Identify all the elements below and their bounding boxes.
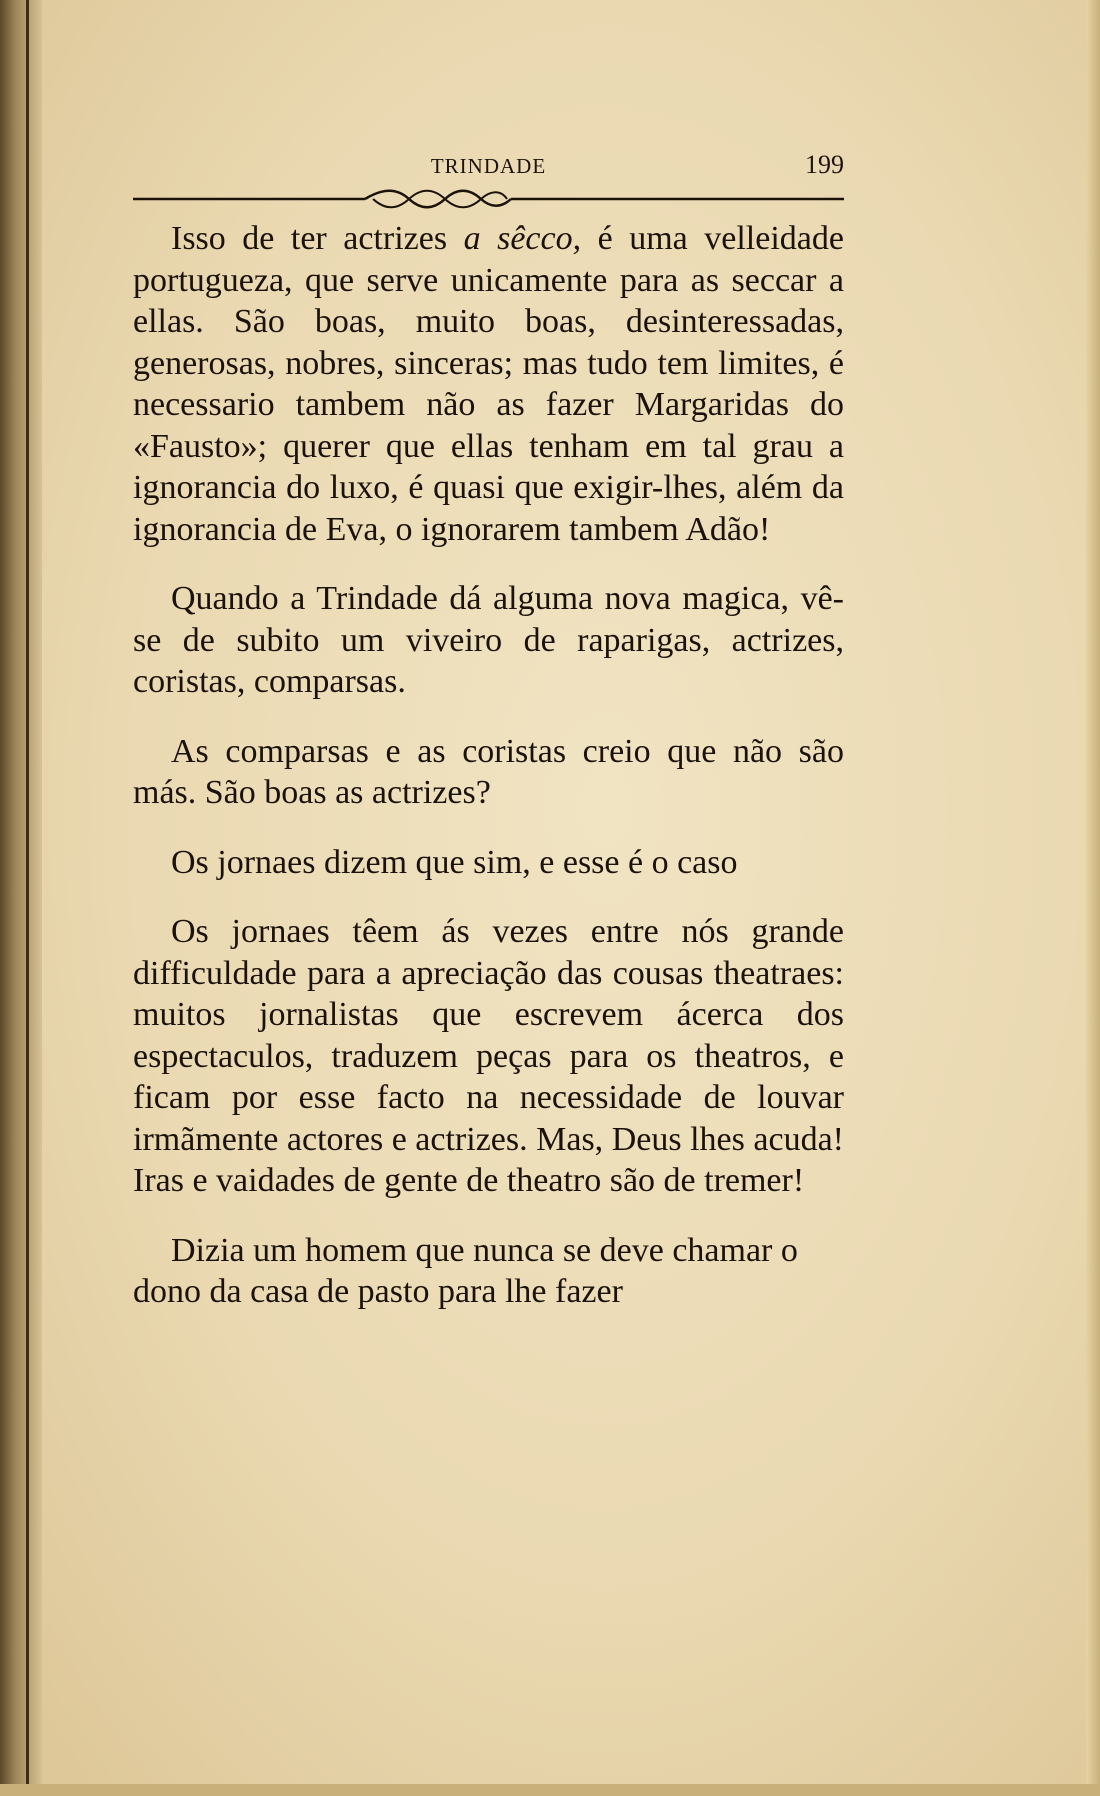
paragraph-1-italic: a sêcco, <box>463 220 582 257</box>
paragraph-5: Os jornaes têem ás vezes entre nós grande difficuldade para a apreciação das cousas theatraes: muitos jornalistas que escrevem ácerca dos espectaculos, traduzem peças para os theatros, e ficam por esse facto na necessidade de louvar irmãmente actores e actrizes. Mas, Deus lhes acuda! Iras e vaidades de gente de theatro são de tremer! <box>133 913 844 1199</box>
paragraph-6: Dizia um homem que nunca se deve chamar o dono da casa de pasto para lhe fazer <box>133 1231 798 1310</box>
paragraph-3: As comparsas e as coristas creio que não são más. São boas as actrizes? <box>133 732 844 811</box>
page-header <box>133 150 844 186</box>
binding-edge-line <box>26 0 29 1796</box>
running-head: TRINDADE <box>430 154 547 178</box>
page-number: 199 <box>805 150 844 179</box>
header-ornament-rule <box>133 186 844 212</box>
paragraph-4: Os jornaes dizem que sim, e esse é o caso <box>171 843 738 881</box>
book-binding-shadow <box>0 0 42 1796</box>
paragraph-2: Quando a Trindade dá alguma nova magica, vê-se de subito um viveiro de raparigas, actrizes, coristas, comparsas. <box>133 580 844 700</box>
paragraph-1 <box>133 218 844 550</box>
body-text <box>133 218 844 1341</box>
page-right-edge <box>1086 0 1100 1796</box>
page-bottom-edge <box>0 1784 1100 1796</box>
paragraph-1-rest: é uma velleidade portugueza, que serve unicamente para as seccar a ellas. São boas, muito boas, desinteressadas, generosas, nobres, sinceras; mas tudo tem limites, é necessario tambem não as fazer Margaridas do «Fausto»; querer que ellas tenham em tal grau a ignorancia do luxo, é quasi que exigir-lhes, além da ignorancia de Eva, o ignorarem tambem Adão! <box>133 220 844 548</box>
paragraph-1-start: Isso de ter actrizes <box>171 220 464 257</box>
